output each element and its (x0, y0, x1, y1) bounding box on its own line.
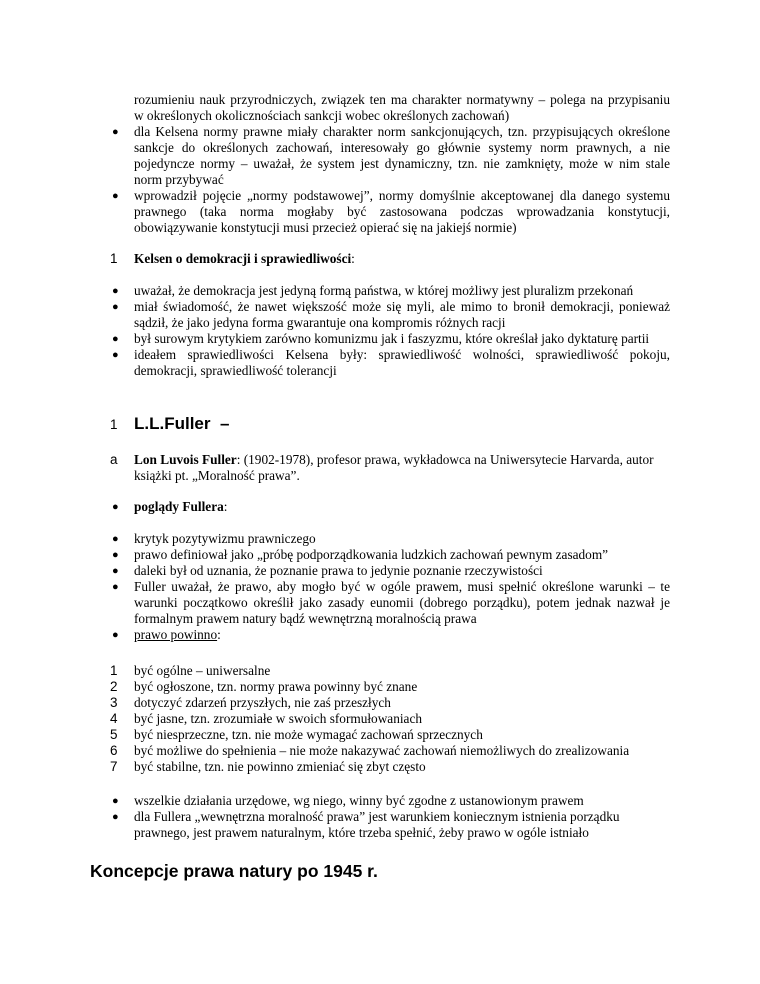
list-item: miał świadomość, że nawet większość może się myli, ale mimo to bronił demokracji, ponieważ (134, 299, 670, 314)
bullet-icon: ● (112, 581, 119, 593)
list-item: być ogólne – uniwersalne (134, 663, 271, 678)
list-item-cont: obowiązywanie konstytucji musi przecież opierać się na jakiejś normie) (134, 220, 517, 235)
list-item: być stabilne, tzn. nie powinno zmieniać się zbyt często (134, 759, 426, 774)
list-item: być niesprzeczne, tzn. nie może wymagać zachowań sprzecznych (134, 727, 483, 742)
bullet-icon: ● (112, 333, 119, 345)
subheading: poglądy Fullera: (134, 499, 228, 514)
list-item: krytyk pozytywizmu prawniczego (134, 531, 316, 546)
bullet-icon: ● (112, 629, 119, 641)
bullet-icon: ● (112, 549, 119, 561)
section-number: 1 (110, 251, 118, 266)
bullet-icon: ● (112, 795, 119, 807)
list-item: daleki był od uznania, że poznanie prawa to jedynie poznanie rzeczywistości (134, 563, 543, 578)
bullet-icon: ● (112, 126, 119, 138)
list-number: 1 (110, 663, 118, 678)
list-item-cont: formalnym prawem natury bądź wewnętrzną moralnością prawa (134, 611, 477, 626)
list-item: wprowadził pojęcie „normy podstawowej”, normy domyślnie akceptowanej dla danego systemu (134, 188, 670, 203)
list-number: 6 (110, 743, 118, 758)
list-item: ideałem sprawiedliwości Kelsena były: sprawiedliwość wolności, sprawiedliwość pokoju, (134, 347, 670, 362)
list-item-cont: norm przybywać (134, 172, 224, 187)
list-item: dla Fullera „wewnętrzna moralność prawa” jest warunkiem koniecznym istnienia porządku (134, 809, 620, 824)
list-number: 7 (110, 759, 118, 774)
list-item: wszelkie działania urzędowe, wg niego, winny być zgodne z ustanowionym prawem (134, 793, 584, 808)
bullet-icon: ● (112, 301, 119, 313)
fuller-intro-line-2: książki pt. „Moralność prawa”. (134, 468, 300, 483)
list-number: 3 (110, 695, 118, 710)
list-item-cont: warunki początkowo określił jako zasady eunomii (dobrego porządku), potem jednak nazwał je (134, 595, 670, 610)
fuller-intro-line-1: Lon Luvois Fuller: (1902-1978), profesor prawa, wykładowca na Uniwersytecie Harvarda, autor (134, 452, 654, 467)
list-item: prawo definiował jako „próbę podporządkowania ludzkich zachowań pewnym zasadom” (134, 547, 609, 562)
list-item: być jasne, tzn. zrozumiałe w swoich sformułowaniach (134, 711, 423, 726)
bullet-icon: ● (112, 285, 119, 297)
bullet-icon: ● (112, 565, 119, 577)
list-number: 2 (110, 679, 118, 694)
subheading: prawo powinno: (134, 627, 221, 642)
list-item-cont: sankcje do określonych zachowań, interesowały go głównie systemy norm prawnych, a nie (134, 140, 670, 155)
list-number: 4 (110, 711, 118, 726)
section-number: 1 (110, 417, 118, 432)
list-item: być możliwe do spełnienia – nie może nakazywać zachowań niemożliwych do zrealizowania (134, 743, 630, 758)
list-item-cont: pojedyncze normy – uważał, że system jest dynamiczny, tzn. nie zamknięty, może w nim stale (134, 156, 670, 171)
list-item: być ogłoszone, tzn. normy prawa powinny być znane (134, 679, 418, 694)
list-item: dla Kelsena normy prawne miały charakter norm sankcjonujących, tzn. przypisujących określone (134, 124, 670, 139)
intro-line-2: w określonych okolicznościach sankcji wobec określonych zachowań) (134, 108, 510, 123)
bullet-icon: ● (112, 190, 119, 202)
bullet-icon: ● (112, 501, 119, 513)
list-item: był surowym krytykiem zarówno komunizmu jak i faszyzmu, które określał jako dyktaturę partii (134, 331, 650, 346)
list-item-cont: demokracji, sprawiedliwość tolerancji (134, 363, 337, 378)
bullet-icon: ● (112, 349, 119, 361)
list-marker: a (110, 452, 118, 467)
list-item-cont: sądził, że jako jedyna forma gwarantuje ona kompromis różnych racji (134, 315, 506, 330)
bullet-icon: ● (112, 811, 119, 823)
page-title: Koncepcje prawa natury po 1945 r. (90, 861, 378, 881)
list-item: dotyczyć zdarzeń przyszłych, nie zaś przeszłych (134, 695, 391, 710)
list-item: Fuller uważał, że prawo, aby mogło być w ogóle prawem, musi spełnić określone warunki – te (134, 579, 670, 594)
section-heading: Kelsen o demokracji i sprawiedliwości: (134, 251, 355, 266)
intro-line-1: rozumieniu nauk przyrodniczych, związek ten ma charakter normatywny – polega na przypisaniu (134, 92, 670, 107)
list-number: 5 (110, 727, 118, 742)
bullet-icon: ● (112, 533, 119, 545)
list-item: uważał, że demokracja jest jedyną formą państwa, w której możliwy jest pluralizm przekonań (134, 283, 634, 298)
list-item-cont: prawnego, jest prawem naturalnym, które trzeba spełnić, żeby prawo w ogóle istniało (134, 825, 589, 840)
section-heading: L.L.Fuller – (134, 414, 230, 433)
list-item-cont: prawnego (taka norma mogłaby być zastosowana podczas wprowadzania konstytucji, (134, 204, 670, 219)
